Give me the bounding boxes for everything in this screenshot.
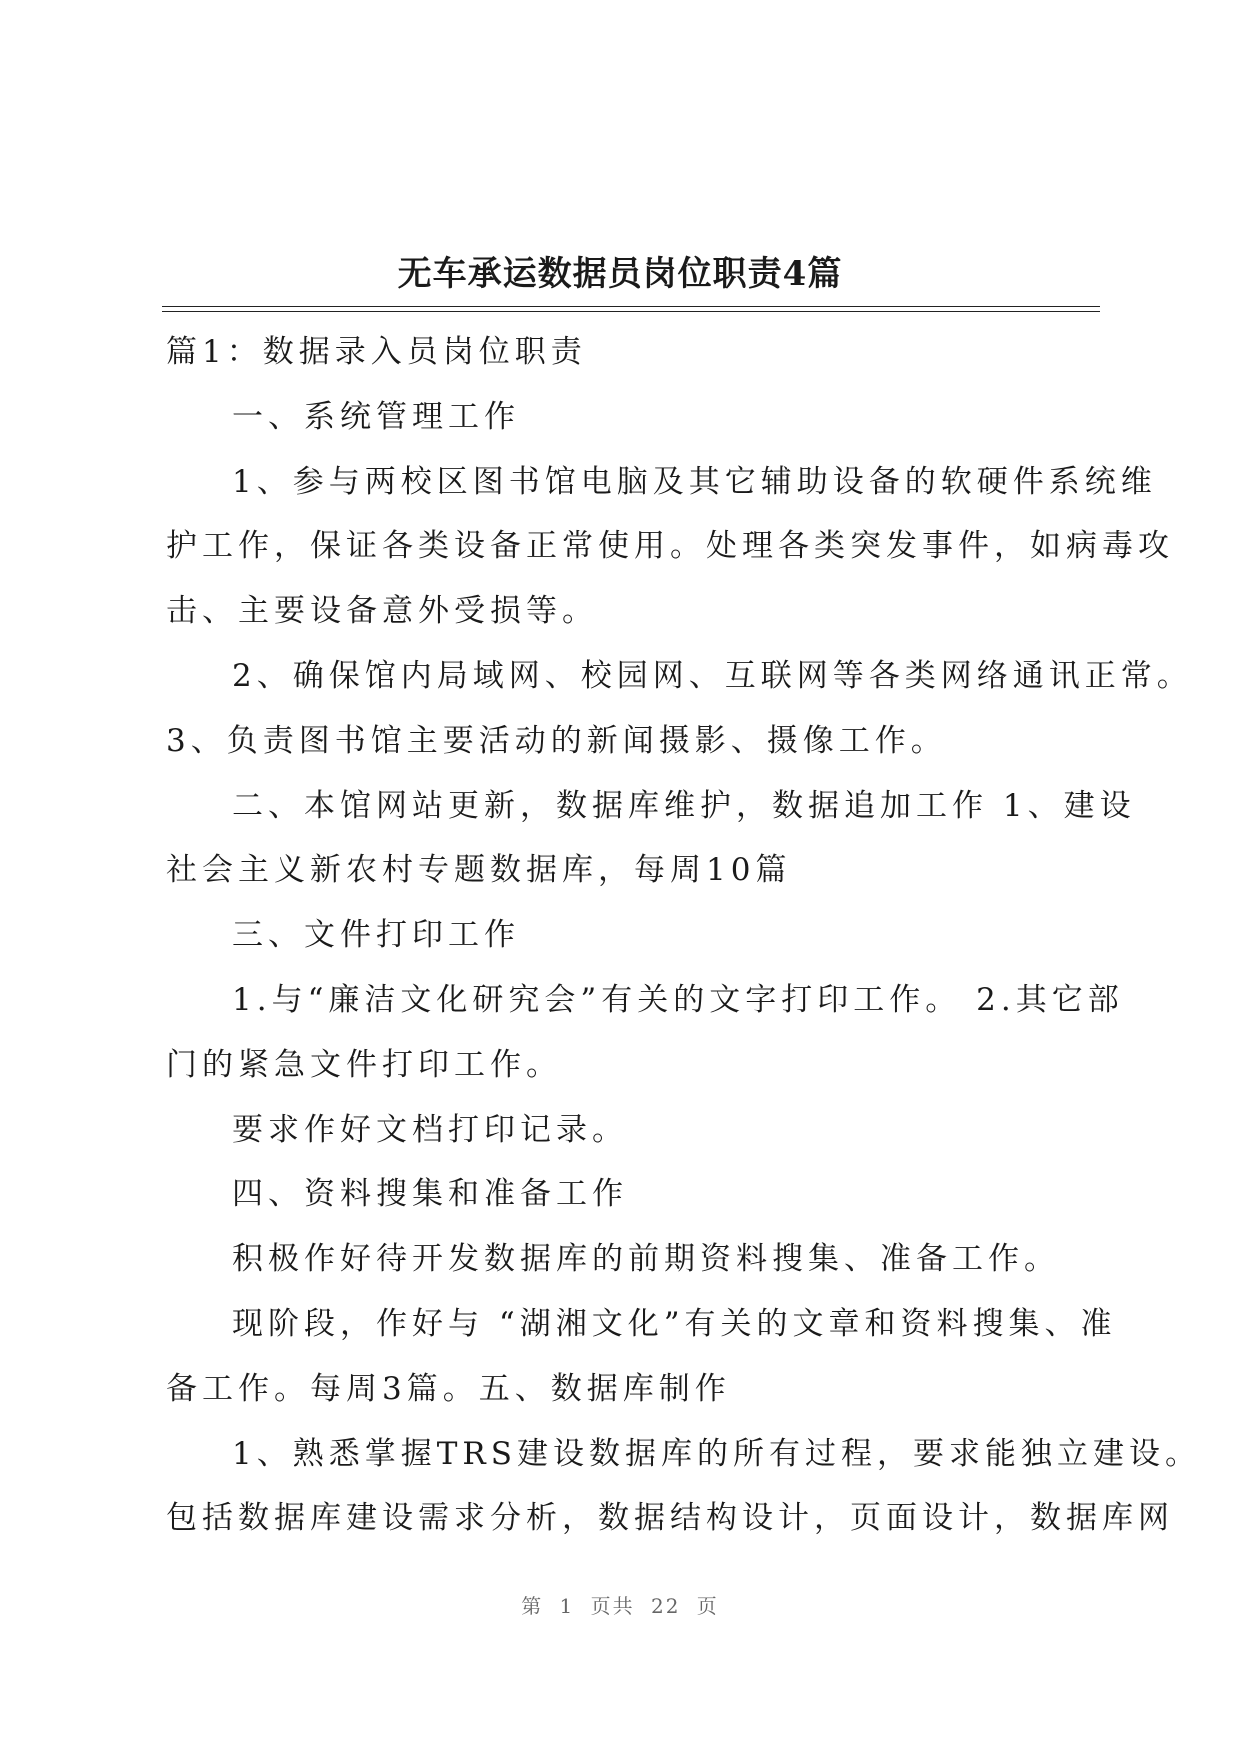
body-line: 社会主义新农村专题数据库，每周10篇 bbox=[166, 852, 792, 889]
body-line: 二、本馆网站更新，数据库维护，数据追加工作 1、建设 bbox=[232, 787, 1136, 824]
body-line: 一、系统管理工作 bbox=[232, 398, 520, 435]
body-line: 四、资料搜集和准备工作 bbox=[232, 1176, 628, 1213]
title-double-rule bbox=[162, 306, 1100, 312]
document-body bbox=[166, 320, 1201, 1551]
body-line: 1.与“廉洁文化研究会”有关的文字打印工作。 2.其它部 bbox=[232, 981, 1124, 1018]
body-line: 1、熟悉掌握TRS建设数据库的所有过程，要求能独立建设。 bbox=[232, 1435, 1201, 1472]
body-line: 包括数据库建设需求分析，数据结构设计，页面设计，数据库网 bbox=[166, 1500, 1174, 1537]
body-line: 护工作，保证各类设备正常使用。处理各类突发事件，如病毒攻 bbox=[166, 528, 1174, 565]
document-title: 无车承运数据员岗位职责4篇 bbox=[397, 254, 843, 294]
page-number-footer: 第 1 页共 22 页 bbox=[521, 1594, 719, 1618]
body-line: 1、参与两校区图书馆电脑及其它辅助设备的软硬件系统维 bbox=[232, 463, 1157, 500]
body-line: 备工作。每周3篇。五、数据库制作 bbox=[166, 1370, 731, 1407]
body-line: 篇1：数据录入员岗位职责 bbox=[166, 334, 587, 370]
body-line: 门的紧急文件打印工作。 bbox=[166, 1046, 562, 1083]
body-line: 击、主要设备意外受损等。 bbox=[166, 593, 598, 630]
body-line: 积极作好待开发数据库的前期资料搜集、准备工作。 bbox=[232, 1241, 1060, 1278]
body-line: 3、负责图书馆主要活动的新闻摄影、摄像工作。 bbox=[166, 722, 947, 759]
body-line: 要求作好文档打印记录。 bbox=[232, 1111, 628, 1148]
body-line: 现阶段，作好与 “湖湘文化”有关的文章和资料搜集、准 bbox=[232, 1305, 1117, 1342]
body-line: 2、确保馆内局域网、校园网、互联网等各类网络通讯正常。 bbox=[232, 657, 1193, 694]
body-line: 三、文件打印工作 bbox=[232, 917, 520, 954]
